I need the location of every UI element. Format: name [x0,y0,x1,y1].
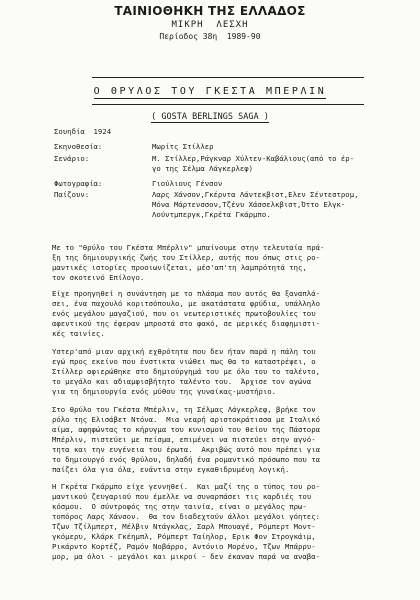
paragraph-5-line-2: μαντικού ζευγαριού που έμελλε να συναρπάσει τις καρδιές του [52,492,312,501]
paragraph-5-line-8: μορ, μα όλοι - μεγάλοι και μικροί - δεν έκαναν παρά να αναβα- [52,552,320,561]
paragraph-3-line-3: Στίλλερ αφιερώθηκε στο δημιούργημά του με όλο του το ταλέντο, [52,367,320,376]
paragraph-5-line-7: Ρικάρντο Κορτέζ, Ραμόν Νοβάρρο, Αντόνιο Μορένο, Τζων Μπάρρυ- [52,542,316,551]
paragraph-5-line-1: Η Γκρέτα Γκάρμπο είχε γεννηθεί. Και μαζί της ο τύπος του ρο- [52,482,320,491]
paragraph-4-line-3: αίμα, αφηφώντας το κήρυγμα του κυνισμού του θείου της Πάστορα [52,425,320,434]
paragraph-2-line-2: σει, ένα παχουλό κοριτσόπουλο, με ακατάστατα φρύδια, υπάλληλο [52,299,320,308]
paragraph-3-line-2: εγώ προς εκείνο που ένστικτα νιώθει πως θα το καταστρέψει, ο [52,357,316,366]
credit-value-direction: Μωρίτς Στίλλερ [152,142,214,151]
credit-value-cast-3: Λούντμπεργκ,Γκρέτα Γκάρμπο. [152,210,271,219]
paragraph-2-line-4: αφεντικού της έφεραν μπροστά στο φακό, σε μερικές διαφημιστι- [52,319,320,328]
paragraph-5-line-3: κόσμου. Ο σύντροφός της στην ταινία, είναι ο μεγάλος πρω- [52,502,307,511]
credit-value-screenplay-1: Μ. Στίλλερ,Ράγκναρ Χύλτεν-Καβάλιους(από το έρ- [152,154,355,163]
credit-label-direction: Σκηνοθεσία: [54,142,103,151]
paragraph-2-line-3: ενός μεγάλου μαγαζιού, που οι νεωτεριστικές πρωτοβουλίες του [52,309,316,318]
paragraph-1-line-1: Με το "θρύλο του Γκέστα Μπέρλιν" μπαίνουμε στην τελευταία πρά- [52,243,325,252]
credit-value-cast-2: Μόνα Μάρτενσσον,Τζένυ Χάσσελκβιστ,Όττο Ελγκ- [152,200,346,209]
paragraph-5-line-6: γκόμερυ, Κλάρκ Γκέημπλ, Ρόμπερτ Ταίηλορ, Ερικ Φον Στρογκάιμ, [52,532,316,541]
credit-label-photography: Φωτογραφία: [54,179,103,188]
film-title: Ο ΘΡΥΛΟΣ ΤΟΥ ΓΚΕΣΤΑ ΜΠΕΡΛΙΝ [93,86,327,97]
paragraph-4-line-1: Στο θρύλο του Γκέστα Μπέρλιν, τη Σέλμας Λάγκερλεφ, βρήκε τον [52,405,316,414]
paragraph-2-line-5: κές ταινίες. [52,329,105,338]
credit-value-cast-1: Λαρς Χάνσον,Γκέρντα Λάντεκβιστ,Ελεν Σέντεστρομ, [152,190,359,199]
paragraph-5-line-5: Τζων Τζίλμπερτ, Μέλβιν Ντάγκλας, Σαρλ Μπουαγέ, Ρόμπερτ Μοντ- [52,522,316,531]
paragraph-3-line-4: το μεγάλο και αδιαμφισβήτητο ταλέντο του. Άρχισε τον αγώνα [52,377,312,386]
paragraph-1-line-4: τον σκοτεινό Επίλογο. [52,273,145,282]
season: Περίοδος 38η 1989-90 [159,32,261,41]
paragraph-4-line-6: το δημιουργό ενός θρύλου, δηλαδή ένα ρομαντικό πρόσωπο που τα [52,455,320,464]
credit-value-photography: Γιούλιους Γένσον [152,179,223,188]
paragraph-1-line-3: μαντικές ιστορίες προοιωνίζεται, μέσ'απ'τη λαμπρότητά της, [52,263,307,272]
paragraph-3-line-1: Υστερ'από μιαν αρχική εχθρότητα που δεν ήταν παρά η πάλη του [52,347,316,356]
credit-label-screenplay: Σενάριο: [54,154,90,163]
country-year: Σουηδία 1924 [54,127,112,136]
credit-label-cast: Παίζουν: [54,190,90,199]
archive-name: ΤΑΙΝΙΟΘΗΚΗ ΤΗΣ ΕΛΛΑΔΟΣ [114,4,306,18]
paragraph-4-line-2: ρόλο της Ελισάβετ Ντόνα. Μια νεαρή αριστοκράτισσα με Ιταλικό [52,415,320,424]
paragraph-4-line-5: τητα και την ευγένεια του έρωτα. Ακριβώς αυτό που πρέπει για [52,445,320,454]
paragraph-2-line-1: Είχε προηγηθεί η συνάντηση με το πλάσμα που αυτός θα ξαναπλά- [52,289,320,298]
credit-value-screenplay-2: γο της Σέλμα Λάγκερλεφ) [152,164,254,173]
title-top-rule [92,77,364,78]
paragraph-4-line-7: παίζει όλα για όλα, ενάντια στην εγκαθιδρυμένη λογική. [52,465,290,474]
original-title: ( GOSTA BERLINGS SAGA ) [151,112,269,122]
paragraph-5-line-4: τοπόρος Λαρς Χάνσον. Θα τον διαδεχτούν άλλοι μεγάλοι γόητες: [52,512,320,521]
title-bottom-rule [92,104,364,105]
hall-name: ΜΙΚΡΗ ΛΕΣΧΗ [171,20,249,30]
paragraph-3-line-5: για τη δημιουργία ενός μύθου της γυναίκας-μυστήριο. [52,387,277,396]
paragraph-1-line-2: ξη της δημιουργικής ζωής του Στίλλερ, αυτής που όπως στις ρο- [52,253,320,262]
paragraph-4-line-4: Μπέρλιν, πιστεύει με πείσμα, επιμένει να πιστεύει στην αγνό- [52,435,316,444]
